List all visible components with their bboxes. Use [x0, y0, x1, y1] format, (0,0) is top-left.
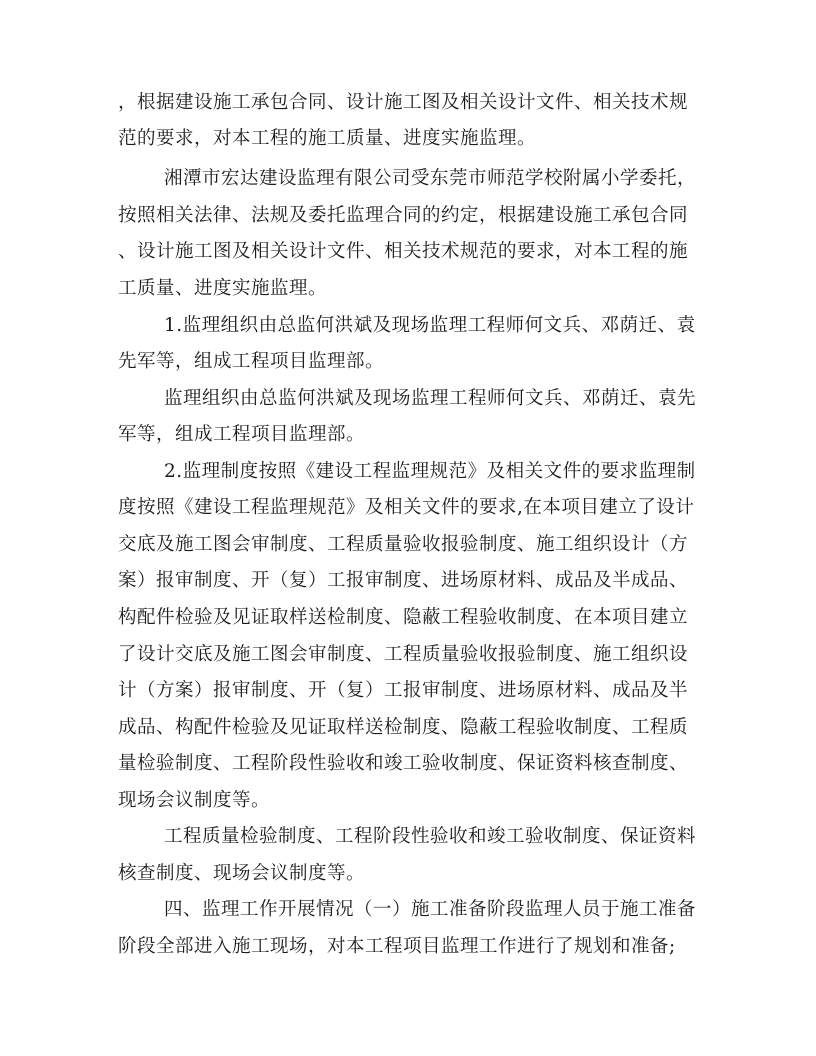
- text-line: ，根据建设施工承包合同、设计施工图及相关设计文件、相关技术规: [118, 92, 689, 113]
- text-line: 按照相关法律、法规及委托监理合同的约定，根据建设施工承包合同: [118, 205, 689, 226]
- text-line: 核查制度、现场会议制度等。: [118, 863, 366, 884]
- text-line: 四、监理工作开展情况（一）施工准备阶段监理人员于施工准备: [164, 899, 697, 920]
- text-line: 了设计交底及施工图会审制度、工程质量验收报验制度、施工组织设: [118, 644, 689, 665]
- text-line: 范的要求，对本工程的施工质量、进度实施监理。: [118, 128, 537, 149]
- text-line: 阶段全部进入施工现场，对本工程项目监理工作进行了规划和准备;: [118, 936, 676, 957]
- text-line: 、设计施工图及相关设计文件、相关技术规范的要求，对本工程的施: [118, 241, 689, 262]
- text-line: 度按照《建设工程监理规范》及相关文件的要求,在本项目建立了设计: [118, 497, 695, 518]
- text-line: 湘潭市宏达建设监理有限公司受东莞市师范学校附属小学委托，: [164, 168, 697, 189]
- text-line: 1.监理组织由总监何洪斌及现场监理工程师何文兵、邓荫迁、袁: [164, 315, 696, 336]
- text-line: 量检验制度、工程阶段性验收和竣工验收制度、保证资料核查制度、: [118, 753, 689, 774]
- text-line: 构配件检验及见证取样送检制度、隐蔽工程验收制度、在本项目建立: [118, 607, 689, 628]
- text-line: 先军等，组成工程项目监理部。: [118, 351, 385, 372]
- text-line: 军等，组成工程项目监理部。: [118, 424, 366, 445]
- text-line: 计（方案）报审制度、开（复）工报审制度、进场原材料、成品及半: [118, 680, 689, 701]
- text-line: 工质量、进度实施监理。: [118, 278, 328, 299]
- text-line: 现场会议制度等。: [118, 790, 271, 811]
- text-line: 交底及施工图会审制度、工程质量验收报验制度、施工组织设计（方: [118, 534, 689, 555]
- text-line: 案）报审制度、开（复）工报审制度、进场原材料、成品及半成品、: [118, 570, 689, 591]
- text-line: 成品、构配件检验及见证取样送检制度、隐蔽工程验收制度、工程质: [118, 717, 689, 738]
- text-line: 工程质量检验制度、工程阶段性验收和竣工验收制度、保证资料: [164, 826, 697, 847]
- text-line: 监理组织由总监何洪斌及现场监理工程师何文兵、邓荫迁、袁先: [164, 388, 697, 409]
- text-line: 2.监理制度按照《建设工程监理规范》及相关文件的要求监理制: [164, 461, 696, 482]
